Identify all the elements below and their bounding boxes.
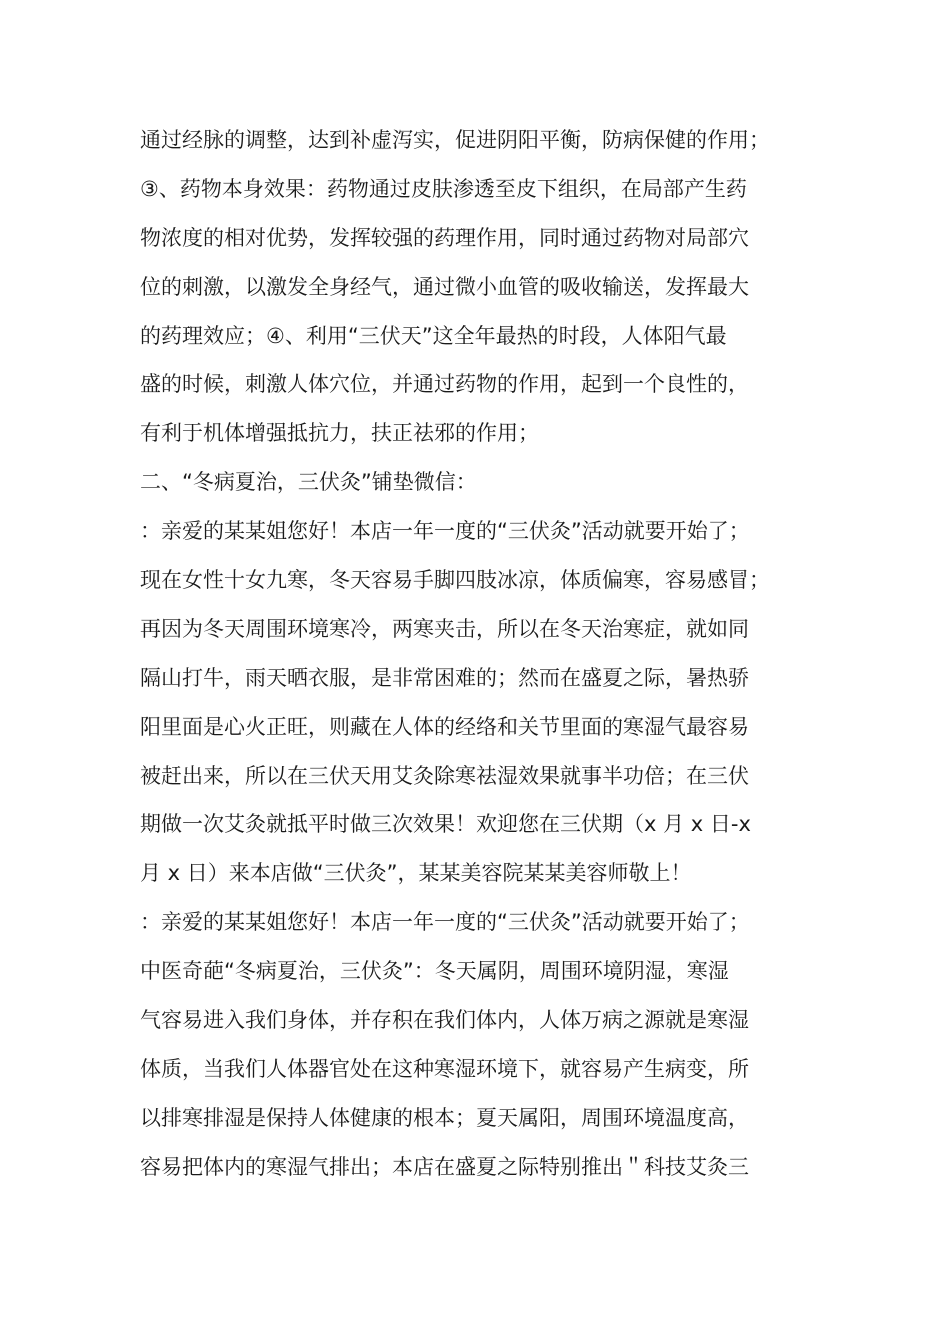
text-line: 有利于机体增强抵抗力，扶正祛邪的作用； bbox=[140, 421, 539, 446]
text-line: 的药理效应；④、利用“三伏天”这全年最热的时段，人体阳气最 bbox=[140, 323, 727, 348]
text-line: 容易把体内的寒湿气排出；本店在盛夏之际特别推出＂科技艾灸三 bbox=[140, 1154, 749, 1179]
text-line: 期做一次艾灸就抵平时做三次效果！欢迎您在三伏期（x 月 x 日-x bbox=[140, 812, 751, 837]
text-line: 以排寒排湿是保持人体健康的根本；夏天属阳，周围环境温度高， bbox=[140, 1105, 749, 1130]
text-line: 气容易进入我们身体，并存积在我们体内，人体万病之源就是寒湿 bbox=[140, 1008, 749, 1033]
text-line: 盛的时候，刺激人体穴位，并通过药物的作用，起到一个良性的， bbox=[140, 372, 749, 397]
text-line: 阳里面是心火正旺，则藏在人体的经络和关节里面的寒湿气最容易 bbox=[140, 714, 749, 739]
text-line: ③、药物本身效果：药物通过皮肤渗透至皮下组织，在局部产生药 bbox=[140, 176, 747, 201]
text-line: 再因为冬天周围环境寒冷，两寒夹击，所以在冬天治寒症，就如同 bbox=[140, 616, 749, 641]
text-line: 通过经脉的调整，达到补虚泻实，促进阴阳平衡，防病保健的作用； bbox=[140, 128, 770, 152]
text-line: 位的刺激，以激发全身经气，通过微小血管的吸收输送，发挥最大 bbox=[140, 274, 749, 299]
text-line: ：亲爱的某某姐您好！本店一年一度的“三伏灸”活动就要开始了； bbox=[140, 910, 750, 935]
text-line: 中医奇葩“冬病夏治，三伏灸”：冬天属阴，周围环境阴湿，寒湿 bbox=[140, 959, 729, 984]
text-line: 体质，当我们人体器官处在这种寒湿环境下，就容易产生病变，所 bbox=[140, 1056, 749, 1081]
text-line: 物浓度的相对优势，发挥较强的药理作用，同时通过药物对局部穴 bbox=[140, 225, 749, 250]
text-line: 月 x 日）来本店做“三伏灸”，某某美容院某某美容师敬上！ bbox=[140, 861, 692, 886]
section-heading: 二、“冬病夏治，三伏灸”铺垫微信： bbox=[140, 470, 477, 495]
text-line: 隔山打牛，雨天晒衣服，是非常困难的；然而在盛夏之际，暑热骄 bbox=[140, 665, 749, 690]
text-line: ：亲爱的某某姐您好！本店一年一度的“三伏灸”活动就要开始了； bbox=[140, 519, 750, 544]
text-line: 现在女性十女九寒，冬天容易手脚四肢冰凉，体质偏寒，容易感冒； bbox=[140, 568, 770, 593]
body-text bbox=[140, 116, 820, 1192]
text-line: 被赶出来，所以在三伏天用艾灸除寒祛湿效果就事半功倍；在三伏 bbox=[140, 763, 749, 788]
